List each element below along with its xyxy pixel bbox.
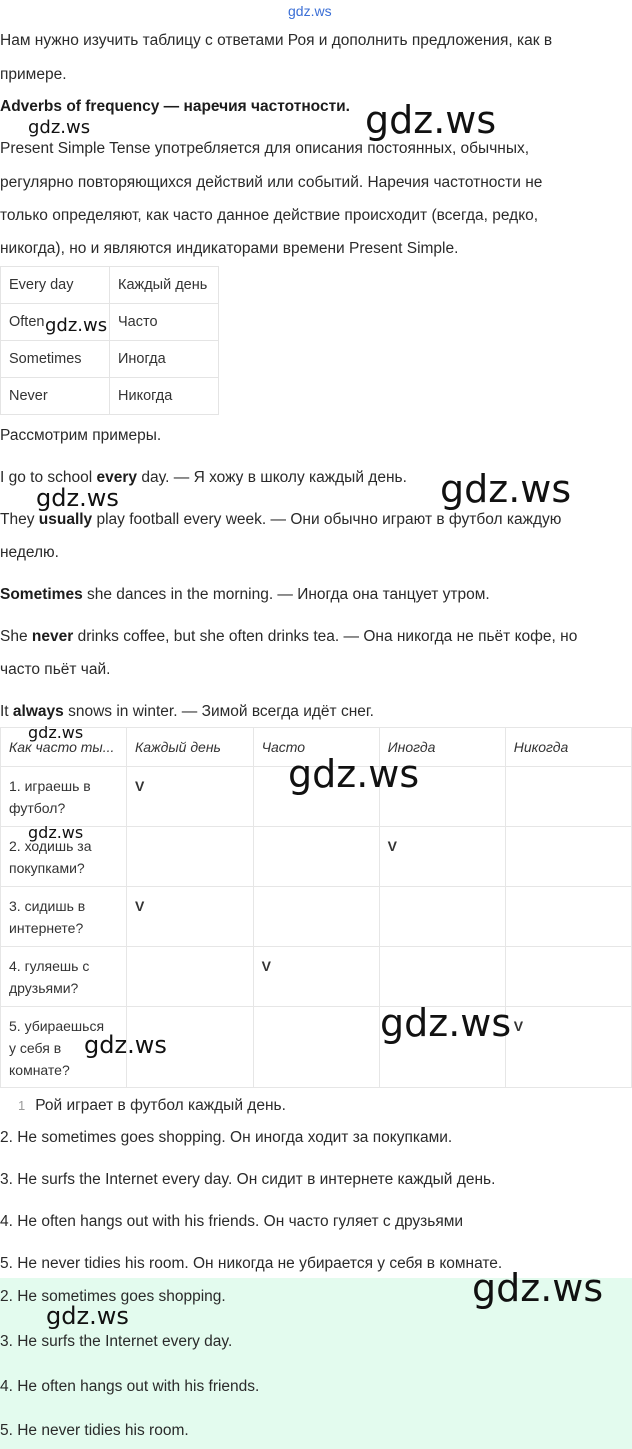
answer-3: 3. He surfs the Internet every day. Он сидит в интернете каждый день. [0,1171,496,1188]
example-text: She [0,628,32,645]
question-text: 3. сидишь в [9,898,86,914]
intro-paragraph-line-4: никогда), но и являются индикаторами времени Present Simple. [0,240,459,257]
intro-paragraph-line-1: Present Simple Tense употребляется для описания постоянных, обычных, [0,140,530,157]
example-text: They [0,511,39,528]
example-adverb: every [96,469,138,486]
examples-title: Рассмотрим примеры. [0,427,162,444]
watermark: gdz.ws [28,723,84,742]
table-row [1,827,632,887]
example-text: snows in winter. — Зимой всегда идёт снег. [63,703,374,720]
column-header: Как часто ты... [1,728,127,767]
column-header: Никогда [505,728,631,767]
answer-cell [253,887,379,947]
example-5 [0,703,374,721]
check-mark: V [134,898,145,914]
watermark: gdz.ws [288,752,420,796]
column-header: Часто [253,728,379,767]
watermark: gdz.ws [28,823,84,842]
answer-cell [505,947,631,1007]
answer-5: 5. He never tidies his room. Он никогда не убирается у себя в комнате. [0,1255,503,1272]
answer-cell [253,1007,379,1088]
question-cell [1,887,127,947]
table-row [1,341,219,378]
question-text: интернете? [9,920,84,936]
question-text: футбол? [9,800,66,816]
column-header: Иногда [379,728,505,767]
answer-cell [505,887,631,947]
watermark: gdz.ws [45,315,108,336]
adverb-en: Sometimes [1,341,110,378]
example-adverb: always [12,703,64,720]
watermark: gdz.ws [36,484,119,512]
answer-cell [126,887,253,947]
example-text: play football every week. — Они обычно играют в футбол каждую [92,511,562,528]
adverb-ru: Никогда [110,378,219,415]
watermark: gdz.ws [84,1031,167,1059]
final-answer-4: 4. He often hangs out with his friends. [0,1378,260,1395]
table-row [1,267,219,304]
question-text: у себя в [9,1040,62,1056]
table-row [1,304,219,341]
answer-cell [505,1007,631,1088]
adverb-ru: Каждый день [110,267,219,304]
final-answer-3: 3. He surfs the Internet every day. [0,1333,233,1350]
table-row [1,378,219,415]
answer-cell [253,827,379,887]
question-text: 1. играешь в [9,778,91,794]
watermark: gdz.ws [28,117,91,138]
example-2 [0,511,561,529]
answer-cell [379,827,505,887]
example-text: drinks coffee, but she often drinks tea. — Она никогда не пьёт кофе, но [73,628,578,645]
table-row [1,947,632,1007]
example-text: It [0,703,13,720]
section-heading: Adverbs of frequency — наречия частотности. [0,98,350,115]
answer-cell [379,887,505,947]
question-cell [1,767,127,827]
check-mark: V [513,1018,524,1034]
answer-text: Рой играет в футбол каждый день. [35,1097,286,1114]
check-mark: V [134,778,145,794]
adverb-en: Often [1,304,110,341]
site-watermark-top: gdz.ws [288,3,332,19]
column-header: Каждый день [126,728,253,767]
intro-line-2: примере. [0,66,67,83]
answer-cell [505,767,631,827]
example-2-line-2: неделю. [0,544,59,561]
example-4-line-2: часто пьёт чай. [0,661,111,678]
final-answer-5: 5. He never tidies his room. [0,1422,189,1439]
watermark: gdz.ws [365,98,497,142]
answer-cell [253,947,379,1007]
watermark: gdz.ws [46,1302,129,1330]
watermark: gdz.ws [380,1001,512,1045]
final-answer-2: 2. He sometimes goes shopping. [0,1288,226,1305]
example-text: day. — Я хожу в школу каждый день. [137,469,407,486]
check-mark: V [261,958,271,974]
adverb-ru: Часто [110,304,219,341]
example-adverb: usually [38,511,93,528]
question-text: 2. ходишь за [9,838,92,854]
question-text: друзьями? [9,980,79,996]
adverb-en: Never [1,378,110,415]
question-cell [1,947,127,1007]
example-adverb: never [31,628,74,645]
check-mark: V [387,838,397,854]
answer-2: 2. He sometimes goes shopping. Он иногда ходит за покупками. [0,1129,453,1146]
intro-paragraph-line-3: только определяют, как часто данное действие происходит (всегда, редко, [0,207,539,224]
intro-paragraph-line-2: регулярно повторяющихся действий или событий. Наречия частотности не [0,174,543,191]
example-text: I go to school [0,469,97,486]
adverb-ru: Иногда [110,341,219,378]
answer-cell [379,947,505,1007]
answer-cell [126,827,253,887]
intro-line-1: Нам нужно изучить таблицу с ответами Роя и дополнить предложения, как в [0,32,553,49]
question-text: покупками? [9,860,85,876]
question-text: 5. убираешься [9,1018,105,1034]
example-4 [0,628,577,646]
example-3 [0,586,490,604]
question-text: 4. гуляешь с [9,958,90,974]
answer-1 [18,1097,286,1115]
adverbs-table [0,266,219,415]
answer-cell [505,827,631,887]
example-text: she dances in the morning. — Иногда она танцует утром. [82,586,490,603]
watermark: gdz.ws [440,467,572,511]
answer-cell [126,767,253,827]
question-text: комнате? [9,1062,70,1078]
example-adverb: Sometimes [0,586,83,603]
adverb-en: Every day [1,267,110,304]
answer-cell [126,947,253,1007]
table-row [1,887,632,947]
answer-4: 4. He often hangs out with his friends. Он часто гуляет с друзьями [0,1213,464,1230]
list-number: 1 [18,1098,26,1113]
watermark: gdz.ws [472,1266,604,1310]
